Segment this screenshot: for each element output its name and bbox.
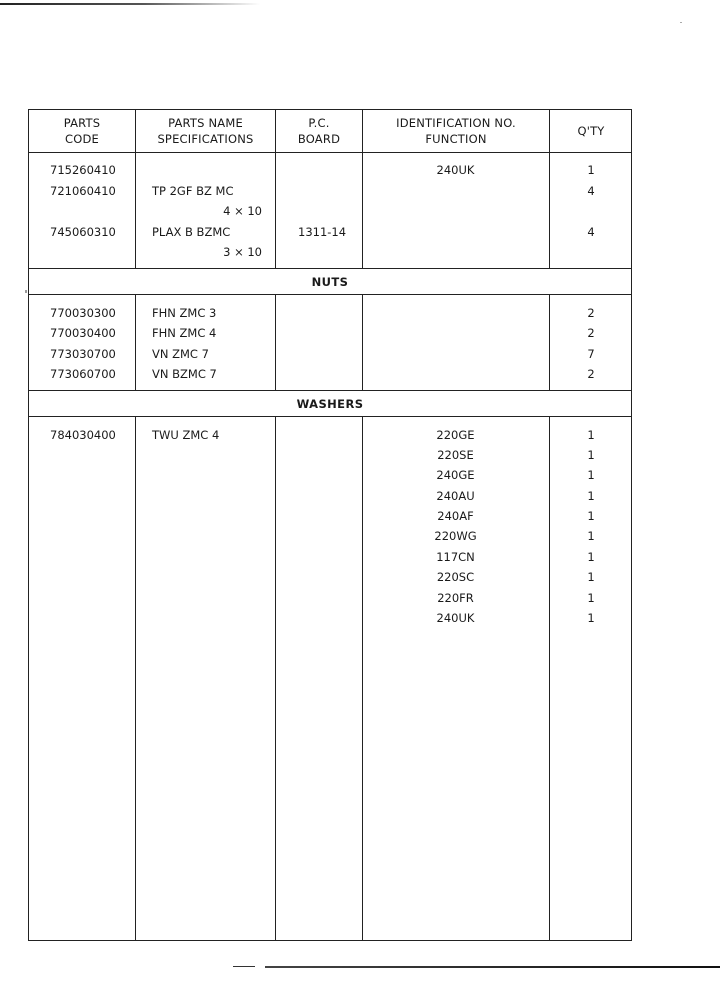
quantity: 1 [587,468,595,482]
header-parts-code: PARTS CODE [63,116,101,146]
quantity: 4 [587,184,595,198]
parts-name: TWU ZMC 4 [152,428,220,442]
parts-code: 770030400 [50,326,116,340]
parts-code: 745060310 [50,225,116,239]
scan-speck-left [25,290,27,293]
column-rule [275,295,276,390]
function-code: 240GE [436,468,475,482]
parts-name: PLAX B BZMC [152,225,231,239]
parts-code: 770030300 [50,306,116,320]
scan-edge-bottom-short [233,966,255,967]
function-code: 220SC [436,570,475,584]
quantity: 1 [587,428,595,442]
section-rule [29,294,631,295]
quantity: 4 [587,225,595,239]
function-code: 240UK [436,163,475,177]
quantity: 1 [587,611,595,625]
scan-speck [680,22,682,23]
column-rule [362,295,363,390]
parts-code: 784030400 [50,428,116,442]
parts-code: 773030700 [50,347,116,361]
parts-name: FHN ZMC 3 [152,306,217,320]
function-code: 220WG [434,529,477,543]
parts-code: 715260410 [50,163,116,177]
header-qty: Q'TY [577,124,605,138]
parts-code: 721060410 [50,184,116,198]
column-rule [135,295,136,390]
quantity: 1 [587,570,595,584]
function-code: 117CN [436,550,475,564]
header-parts-name: PARTS NAME SPECIFICATIONS [157,116,254,146]
column-rule [275,417,276,940]
parts-name: VN BZMC 7 [152,367,217,381]
column-rule [135,417,136,940]
quantity: 1 [587,509,595,523]
parts-name: TP 2GF BZ MC [152,184,234,198]
quantity: 2 [587,306,595,320]
parts-spec: 3 × 10 [223,245,262,259]
function-code: 240AU [436,489,475,503]
parts-name: VN ZMC 7 [152,347,209,361]
header-rule [29,152,631,153]
quantity: 1 [587,591,595,605]
parts-code: 773060700 [50,367,116,381]
header-pc-board: P.C. BOARD [297,116,341,146]
quantity: 2 [587,326,595,340]
parts-name: FHN ZMC 4 [152,326,217,340]
function-code: 220GE [436,428,475,442]
section-rule [29,390,631,391]
function-code: 220SE [437,448,474,462]
header-identification-function: IDENTIFICATION NO. FUNCTION [396,116,516,146]
quantity: 2 [587,367,595,381]
scan-edge-top [0,3,260,5]
quantity: 7 [587,347,595,361]
section-title-nuts: NUTS [311,275,349,289]
section-rule [29,416,631,417]
parts-spec: 4 × 10 [223,204,262,218]
parts-list-table [28,109,632,941]
quantity: 1 [587,529,595,543]
function-code: 240UK [436,611,475,625]
scan-edge-bottom [265,966,720,968]
section-title-washers: WASHERS [296,397,364,411]
section-rule [29,268,631,269]
quantity: 1 [587,163,595,177]
quantity: 1 [587,550,595,564]
quantity: 1 [587,448,595,462]
function-code: 240AF [437,509,474,523]
quantity: 1 [587,489,595,503]
pc-board: 1311-14 [298,225,347,239]
function-code: 220FR [437,591,474,605]
